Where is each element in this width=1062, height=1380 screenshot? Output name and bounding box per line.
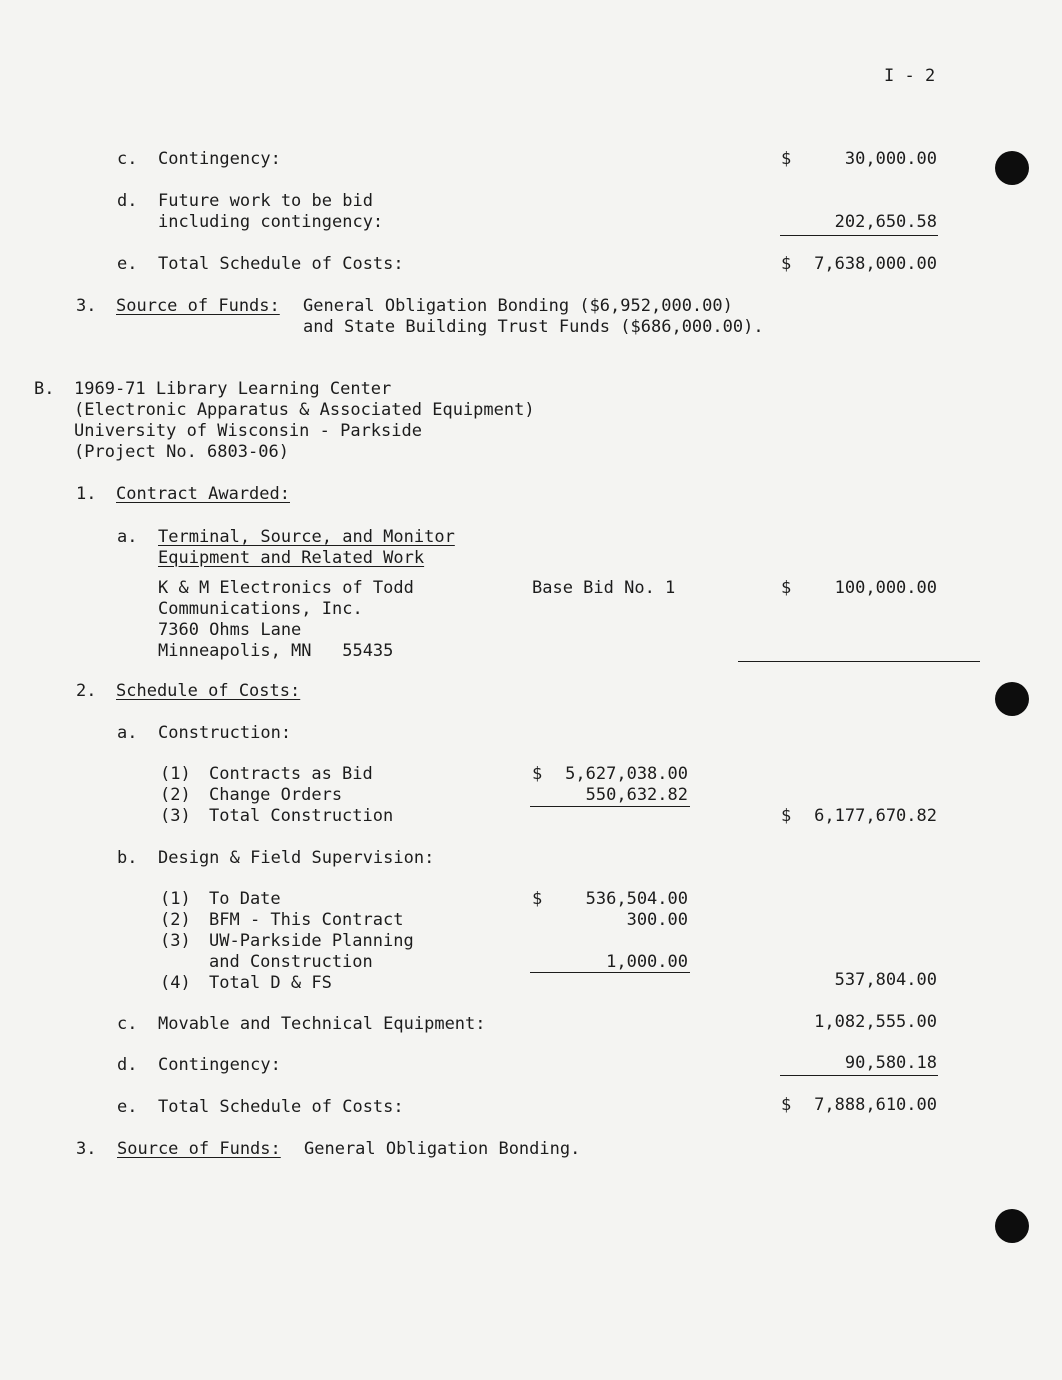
subtotal-rule [780,1075,938,1076]
equipment-amount: 1,082,555.00 [814,1012,937,1032]
item-marker: 3. [76,1139,97,1159]
item-marker: 3. [76,296,97,316]
design-supervision-label: Design & Field Supervision: [158,848,435,868]
change-orders-label: Change Orders [209,785,343,805]
contract-awarded-heading: Contract Awarded: [116,484,290,504]
contractor-name: K & M Electronics of Todd [158,578,414,598]
line-number: (3) [160,806,191,826]
total-construction-label: Total Construction [209,806,394,826]
contract-amount: 100,000.00 [834,578,937,598]
contractor-street: 7360 Ohms Lane [158,620,302,640]
bfm-contract-amount: 300.00 [626,910,688,930]
contracts-as-bid-amount: 5,627,038.00 [565,764,688,784]
total-schedule-amount: 7,888,610.00 [814,1095,937,1115]
equipment-label: Movable and Technical Equipment: [158,1014,486,1034]
item-marker: e. [117,1097,138,1117]
contractor-name-cont: Communications, Inc. [158,599,363,619]
line-number: (2) [160,910,191,930]
project-title: 1969-71 Library Learning Center [74,379,392,399]
source-of-funds-text-cont: and State Building Trust Funds ($686,000.00). [303,317,764,337]
contingency-amount: 90,580.18 [844,1053,937,1073]
total-dfs-amount: 537,804.00 [834,970,937,990]
item-marker: a. [117,723,138,743]
bfm-contract-label: BFM - This Contract [209,910,404,930]
currency-sign: $ [532,889,543,909]
item-marker: c. [117,149,138,169]
currency-sign: $ [781,578,792,598]
uw-planning-label: UW-Parkside Planning [209,931,414,951]
item-marker: e. [117,254,138,274]
page-number: I - 2 [884,66,936,86]
total-schedule-amount: 7,638,000.00 [814,254,937,274]
project-institution: University of Wisconsin - Parkside [74,421,422,441]
total-schedule-label: Total Schedule of Costs: [158,1097,404,1117]
subtotal-rule [530,972,690,973]
to-date-amount: 536,504.00 [585,889,688,909]
item-marker: 1. [76,484,97,504]
source-of-funds-heading: Source of Funds: [116,296,280,316]
contingency-label: Contingency: [158,1055,281,1075]
currency-sign: $ [781,1095,792,1115]
future-work-label: Future work to be bid [158,191,373,211]
construction-label: Construction: [158,723,292,743]
line-number: (4) [160,973,191,993]
total-schedule-label: Total Schedule of Costs: [158,254,404,274]
future-work-label-cont: including contingency: [158,212,384,232]
contingency-label: Contingency: [158,149,281,169]
currency-sign: $ [781,149,792,169]
source-of-funds-text: General Obligation Bonding ($6,952,000.00) [303,296,733,316]
contingency-amount: 30,000.00 [844,149,937,169]
currency-sign: $ [781,806,792,826]
future-work-amount: 202,650.58 [834,212,937,232]
contract-title: Terminal, Source, and Monitor [158,527,455,547]
punch-hole [995,1209,1029,1243]
project-subtitle: (Electronic Apparatus & Associated Equipment) [74,400,535,420]
contracts-as-bid-label: Contracts as Bid [209,764,373,784]
bid-label: Base Bid No. 1 [532,578,676,598]
contract-rule [738,661,980,662]
uw-planning-label-cont: and Construction [209,952,373,972]
subtotal-rule [780,235,938,236]
item-marker: 2. [76,681,97,701]
contract-title-cont: Equipment and Related Work [158,548,425,568]
schedule-of-costs-heading: Schedule of Costs: [116,681,301,701]
section-marker: B. [34,379,55,399]
source-of-funds-heading: Source of Funds: [117,1139,281,1159]
total-construction-amount: 6,177,670.82 [814,806,937,826]
currency-sign: $ [532,764,543,784]
uw-planning-amount: 1,000.00 [606,952,688,972]
line-number: (1) [160,889,191,909]
item-marker: b. [117,848,138,868]
item-marker: d. [117,1055,138,1075]
item-marker: d. [117,191,138,211]
subtotal-rule [530,806,690,807]
to-date-label: To Date [209,889,281,909]
line-number: (1) [160,764,191,784]
item-marker: a. [117,527,138,547]
total-dfs-label: Total D & FS [209,973,332,993]
punch-hole [995,682,1029,716]
line-number: (3) [160,931,191,951]
currency-sign: $ [781,254,792,274]
source-of-funds-text: General Obligation Bonding. [304,1139,581,1159]
contractor-city: Minneapolis, MN 55435 [158,641,394,661]
project-number: (Project No. 6803-06) [74,442,289,462]
item-marker: c. [117,1014,138,1034]
change-orders-amount: 550,632.82 [585,785,688,805]
punch-hole [995,151,1029,185]
line-number: (2) [160,785,191,805]
